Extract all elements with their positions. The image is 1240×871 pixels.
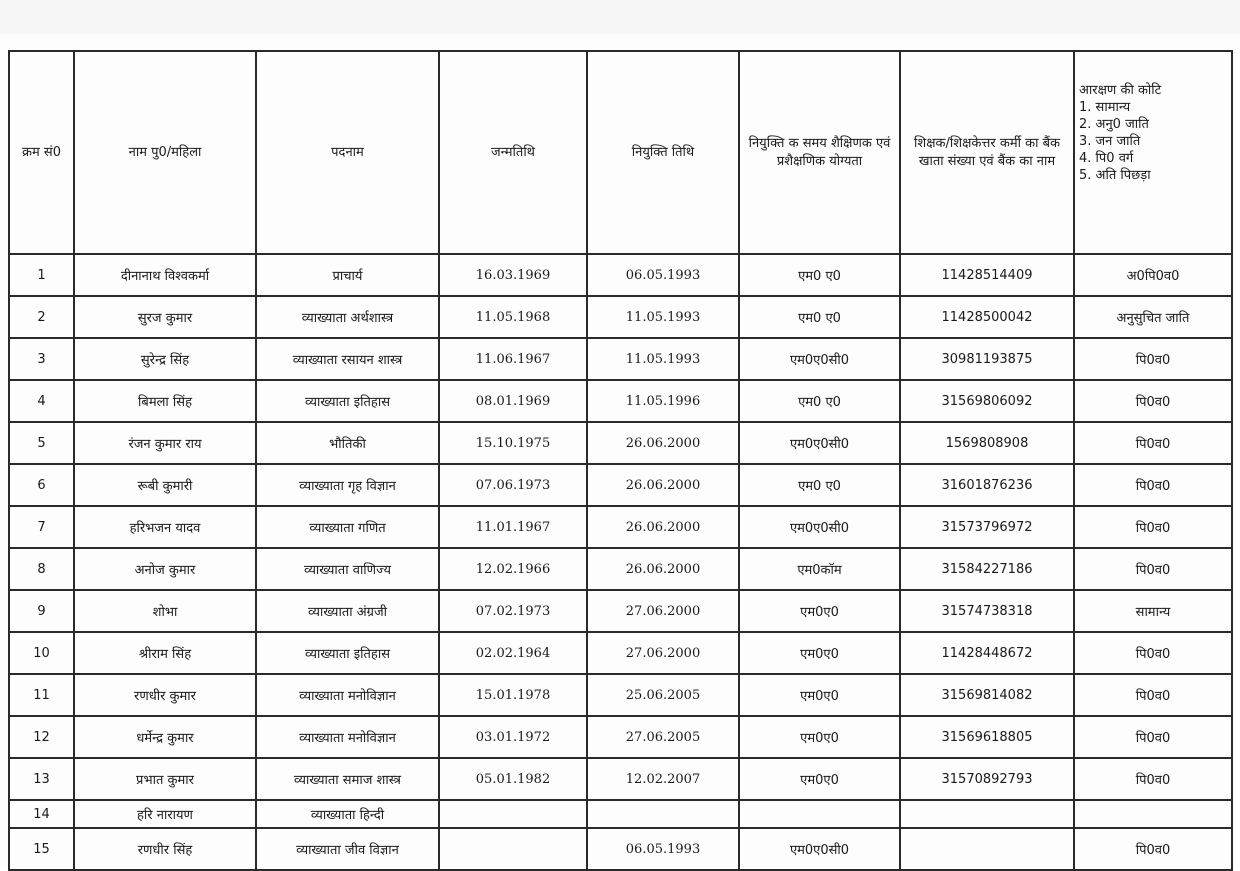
table-row (9, 338, 1232, 380)
category-cell: पि0व0 (1074, 380, 1232, 422)
qualification-cell: एम0 ए0 (739, 254, 900, 296)
dob-cell: 11.01.1967 (439, 506, 587, 548)
name-cell: प्रभात कुमार (74, 758, 256, 800)
dob-cell: 03.01.1972 (439, 716, 587, 758)
qualification-cell: एम0 ए0 (739, 296, 900, 338)
scan-margin (0, 0, 1240, 34)
bank-account-cell (900, 800, 1074, 828)
header-reservation (1074, 51, 1232, 254)
reservation-option: 1. सामान्य (1079, 100, 1131, 115)
name-cell: हरि नारायण (74, 800, 256, 828)
bank-account-cell: 31573796972 (900, 506, 1074, 548)
dob-cell (439, 800, 587, 828)
header-bank-account: शिक्षक/शिक्षकेत्तर कर्मी का बैंक खाता संख्या एवं बैंक का नाम (900, 51, 1074, 254)
category-cell: पि0व0 (1074, 506, 1232, 548)
appointment-date-cell: 27.06.2005 (587, 716, 739, 758)
bank-account-cell: 30981193875 (900, 338, 1074, 380)
name-cell: रणधीर सिंह (74, 828, 256, 870)
qualification-cell: एम0ए0सी0 (739, 506, 900, 548)
designation-cell: व्याख्याता वाणिज्य (256, 548, 439, 590)
name-cell: सुरेन्द्र सिंह (74, 338, 256, 380)
designation-cell: भौतिकी (256, 422, 439, 464)
name-cell: रूबी कुमारी (74, 464, 256, 506)
name-cell: दीनानाथ विश्वकर्मा (74, 254, 256, 296)
qualification-cell: एम0ए0 (739, 590, 900, 632)
table-row (9, 590, 1232, 632)
qualification-cell: एम0ए0 (739, 716, 900, 758)
serial-cell: 7 (9, 506, 74, 548)
appointment-date-cell: 26.06.2000 (587, 464, 739, 506)
qualification-cell: एम0ए0सी0 (739, 338, 900, 380)
category-cell: पि0व0 (1074, 548, 1232, 590)
appointment-date-cell: 11.05.1996 (587, 380, 739, 422)
serial-cell: 15 (9, 828, 74, 870)
table-row (9, 506, 1232, 548)
table-body (9, 254, 1232, 870)
dob-cell: 16.03.1969 (439, 254, 587, 296)
reservation-option: 4. पि0 वर्ग (1079, 151, 1134, 166)
reservation-option: 5. अति पिछड़ा (1079, 168, 1151, 183)
designation-cell: व्याख्याता रसायन शास्त्र (256, 338, 439, 380)
category-cell: पि0व0 (1074, 464, 1232, 506)
table-row (9, 758, 1232, 800)
qualification-cell: एम0ए0 (739, 632, 900, 674)
serial-cell: 2 (9, 296, 74, 338)
qualification-cell: एम0ए0सी0 (739, 422, 900, 464)
dob-cell: 12.02.1966 (439, 548, 587, 590)
table-row (9, 254, 1232, 296)
reservation-title: आरक्षण की कोटि (1079, 83, 1162, 98)
category-cell: सामान्य (1074, 590, 1232, 632)
appointment-date-cell: 06.05.1993 (587, 828, 739, 870)
table-row (9, 800, 1232, 828)
header-designation: पदनाम (256, 51, 439, 254)
dob-cell: 07.06.1973 (439, 464, 587, 506)
serial-cell: 13 (9, 758, 74, 800)
serial-cell: 4 (9, 380, 74, 422)
dob-cell (439, 828, 587, 870)
designation-cell: व्याख्याता अंग्रजी (256, 590, 439, 632)
dob-cell: 08.01.1969 (439, 380, 587, 422)
qualification-cell: एम0ए0 (739, 674, 900, 716)
qualification-cell: एम0ए0 (739, 758, 900, 800)
bank-account-cell: 31584227186 (900, 548, 1074, 590)
category-cell (1074, 800, 1232, 828)
name-cell: हरिभजन यादव (74, 506, 256, 548)
dob-cell: 11.05.1968 (439, 296, 587, 338)
table-row (9, 716, 1232, 758)
header-dob: जन्मतिथि (439, 51, 587, 254)
category-cell: अ0पि0व0 (1074, 254, 1232, 296)
category-cell: पि0व0 (1074, 422, 1232, 464)
category-cell: पि0व0 (1074, 338, 1232, 380)
serial-cell: 6 (9, 464, 74, 506)
bank-account-cell: 31574738318 (900, 590, 1074, 632)
appointment-date-cell: 25.06.2005 (587, 674, 739, 716)
bank-account-cell (900, 828, 1074, 870)
staff-register-table (8, 50, 1233, 871)
qualification-cell: एम0 ए0 (739, 380, 900, 422)
bank-account-cell: 31569618805 (900, 716, 1074, 758)
qualification-cell: एम0कॉम (739, 548, 900, 590)
appointment-date-cell: 26.06.2000 (587, 548, 739, 590)
qualification-cell (739, 800, 900, 828)
qualification-cell: एम0 ए0 (739, 464, 900, 506)
serial-cell: 11 (9, 674, 74, 716)
designation-cell: व्याख्याता हिन्दी (256, 800, 439, 828)
dob-cell: 07.02.1973 (439, 590, 587, 632)
bank-account-cell: 31570892793 (900, 758, 1074, 800)
serial-cell: 10 (9, 632, 74, 674)
serial-cell: 8 (9, 548, 74, 590)
serial-cell: 1 (9, 254, 74, 296)
name-cell: श्रीराम सिंह (74, 632, 256, 674)
appointment-date-cell: 26.06.2000 (587, 506, 739, 548)
designation-cell: व्याख्याता इतिहास (256, 380, 439, 422)
designation-cell: व्याख्याता समाज शास्त्र (256, 758, 439, 800)
designation-cell: व्याख्याता जीव विज्ञान (256, 828, 439, 870)
dob-cell: 15.10.1975 (439, 422, 587, 464)
table-row (9, 828, 1232, 870)
category-cell: पि0व0 (1074, 674, 1232, 716)
header-appointment-date: नियुक्ति तिथि (587, 51, 739, 254)
designation-cell: प्राचार्य (256, 254, 439, 296)
name-cell: बिमला सिंह (74, 380, 256, 422)
appointment-date-cell: 12.02.2007 (587, 758, 739, 800)
serial-cell: 5 (9, 422, 74, 464)
appointment-date-cell: 27.06.2000 (587, 632, 739, 674)
category-cell: पि0व0 (1074, 632, 1232, 674)
designation-cell: व्याख्याता गृह विज्ञान (256, 464, 439, 506)
appointment-date-cell (587, 800, 739, 828)
bank-account-cell: 31569814082 (900, 674, 1074, 716)
dob-cell: 15.01.1978 (439, 674, 587, 716)
serial-cell: 14 (9, 800, 74, 828)
table-row (9, 632, 1232, 674)
category-cell: पि0व0 (1074, 716, 1232, 758)
table-row (9, 296, 1232, 338)
name-cell: शोभा (74, 590, 256, 632)
bank-account-cell: 11428500042 (900, 296, 1074, 338)
bank-account-cell: 11428448672 (900, 632, 1074, 674)
table-row (9, 548, 1232, 590)
appointment-date-cell: 06.05.1993 (587, 254, 739, 296)
header-serial: क्रम सं0 (9, 51, 74, 254)
appointment-date-cell: 27.06.2000 (587, 590, 739, 632)
designation-cell: व्याख्याता मनोविज्ञान (256, 716, 439, 758)
name-cell: अनोज कुमार (74, 548, 256, 590)
header-qualification: नियुक्ति क समय शैक्षिणक एवं प्रशैक्षणिक योग्यता (739, 51, 900, 254)
header-name: नाम पु0/महिला (74, 51, 256, 254)
designation-cell: व्याख्याता मनोविज्ञान (256, 674, 439, 716)
designation-cell: व्याख्याता इतिहास (256, 632, 439, 674)
table-row (9, 380, 1232, 422)
name-cell: रणधीर कुमार (74, 674, 256, 716)
name-cell: सुरज कुमार (74, 296, 256, 338)
name-cell: धर्मेन्द्र कुमार (74, 716, 256, 758)
serial-cell: 9 (9, 590, 74, 632)
dob-cell: 02.02.1964 (439, 632, 587, 674)
category-cell: पि0व0 (1074, 828, 1232, 870)
header-row (9, 51, 1232, 254)
name-cell: रंजन कुमार राय (74, 422, 256, 464)
bank-account-cell: 31601876236 (900, 464, 1074, 506)
dob-cell: 11.06.1967 (439, 338, 587, 380)
category-cell: अनुसुचित जाति (1074, 296, 1232, 338)
table-row (9, 422, 1232, 464)
designation-cell: व्याख्याता अर्थशास्त्र (256, 296, 439, 338)
dob-cell: 05.01.1982 (439, 758, 587, 800)
serial-cell: 3 (9, 338, 74, 380)
bank-account-cell: 1569808908 (900, 422, 1074, 464)
bank-account-cell: 31569806092 (900, 380, 1074, 422)
reservation-option: 3. जन जाति (1079, 134, 1141, 149)
appointment-date-cell: 11.05.1993 (587, 338, 739, 380)
appointment-date-cell: 26.06.2000 (587, 422, 739, 464)
bank-account-cell: 11428514409 (900, 254, 1074, 296)
table-row (9, 464, 1232, 506)
qualification-cell: एम0ए0सी0 (739, 828, 900, 870)
category-cell: पि0व0 (1074, 758, 1232, 800)
reservation-option: 2. अनु0 जाति (1079, 117, 1149, 132)
serial-cell: 12 (9, 716, 74, 758)
appointment-date-cell: 11.05.1993 (587, 296, 739, 338)
designation-cell: व्याख्याता गणित (256, 506, 439, 548)
table-row (9, 674, 1232, 716)
